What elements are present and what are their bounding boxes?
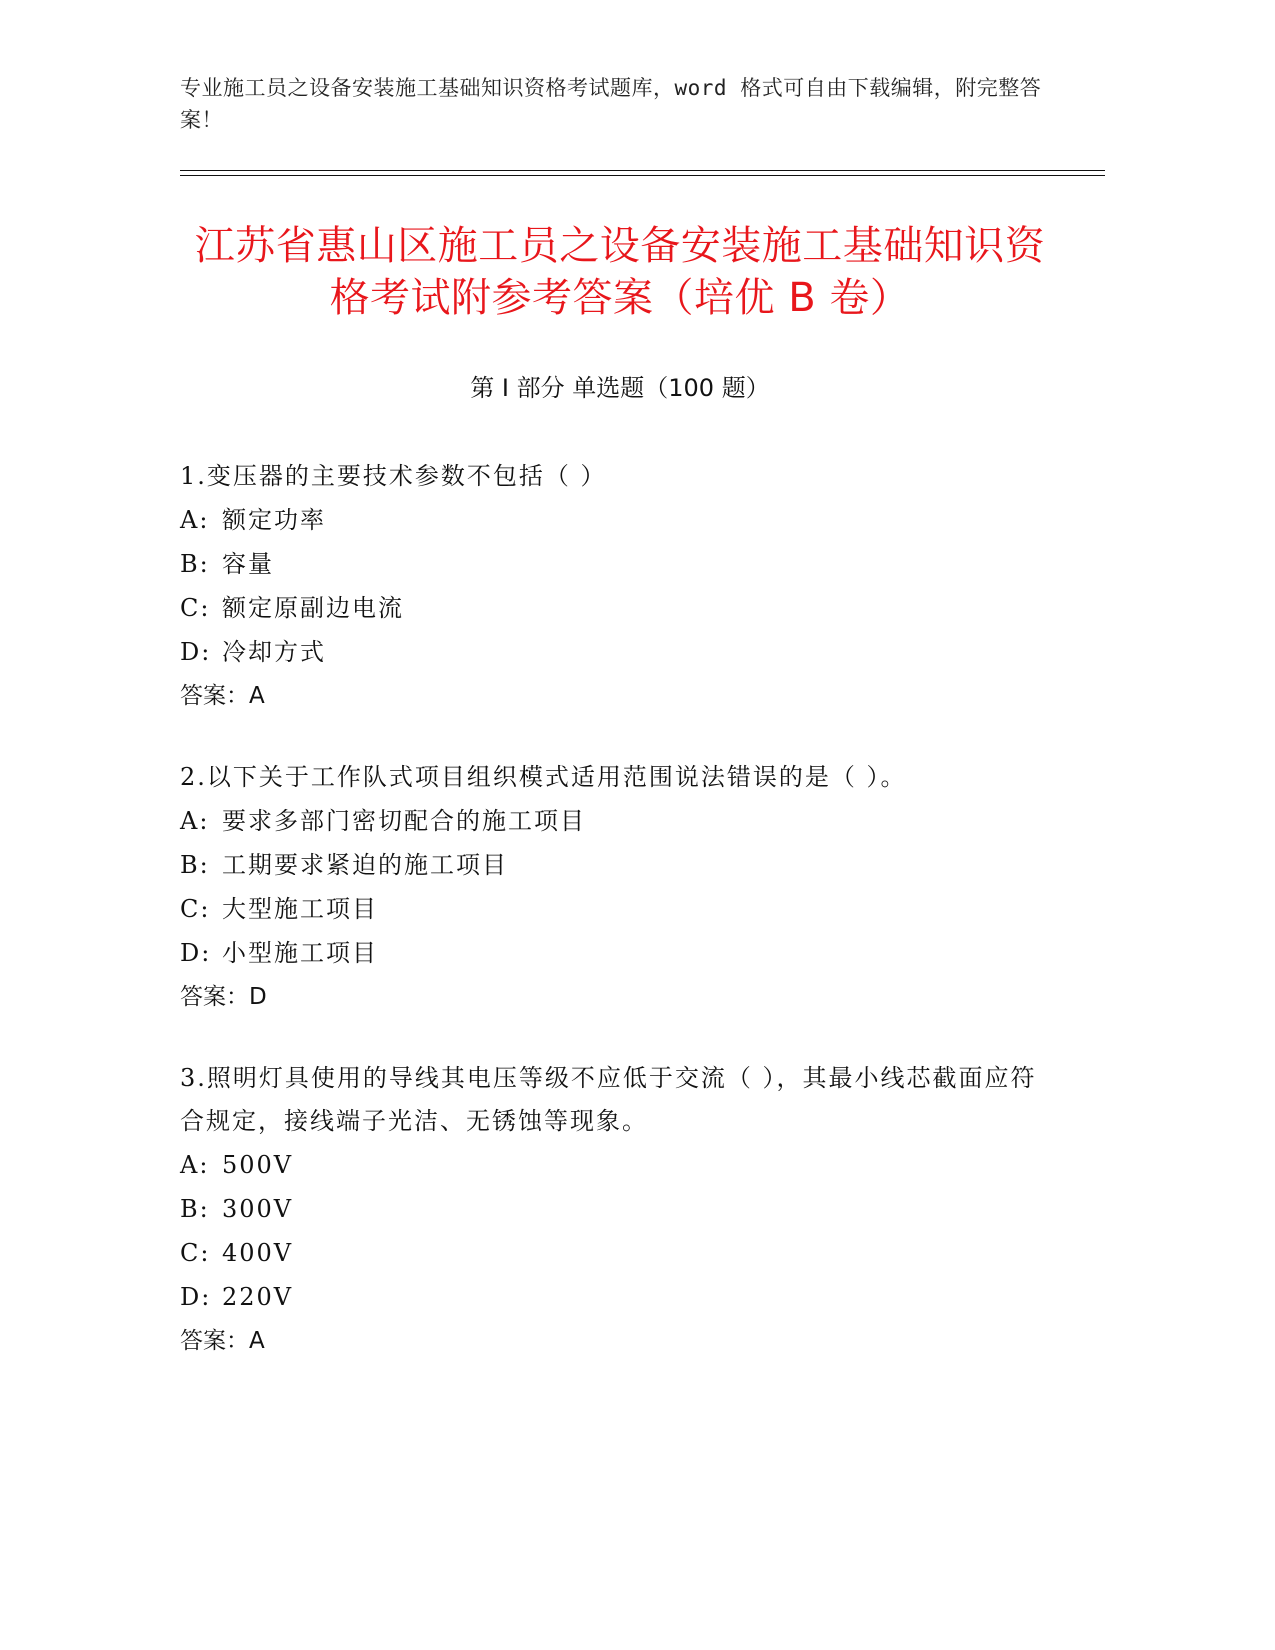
option-b (180, 843, 1060, 887)
question-stem: 3.照明灯具使用的导线其电压等级不应低于交流（ ），其最小线芯截面应符合规定，接线端子光洁、无锈蚀等现象。 (180, 1064, 1037, 1135)
option-c (180, 1231, 1060, 1275)
option-text: 220V (222, 1283, 294, 1311)
option-key: A: (180, 807, 210, 835)
option-text: 容量 (222, 550, 274, 578)
option-d (180, 630, 1060, 674)
document-title: 江苏省惠山区施工员之设备安装施工基础知识资格考试附参考答案（培优 B 卷） (194, 223, 1046, 321)
option-key: C: (180, 594, 211, 622)
option-key: B: (180, 550, 210, 578)
answer: 答案：A (180, 683, 265, 709)
option-key: A: (180, 506, 210, 534)
header-rule-top (180, 170, 1105, 171)
question-2 (180, 756, 1060, 1019)
option-key: D: (180, 939, 212, 967)
option-key: B: (180, 851, 210, 879)
option-a (180, 1143, 1060, 1187)
question-stem: 1.变压器的主要技术参数不包括（ ） (180, 462, 607, 490)
option-text: 小型施工项目 (222, 939, 378, 967)
answer: 答案：D (180, 984, 267, 1010)
option-text: 300V (222, 1195, 294, 1223)
option-key: C: (180, 1239, 211, 1267)
option-a (180, 799, 1060, 843)
option-key: B: (180, 1195, 210, 1223)
answer: 答案：A (180, 1328, 265, 1354)
question-3 (180, 1057, 1060, 1363)
option-b (180, 1187, 1060, 1231)
option-c (180, 586, 1060, 630)
header-rule-bottom (180, 175, 1105, 176)
option-text: 额定功率 (222, 506, 326, 534)
option-key: C: (180, 895, 211, 923)
option-text: 500V (222, 1151, 294, 1179)
option-b (180, 542, 1060, 586)
option-text: 额定原副边电流 (222, 594, 404, 622)
option-text: 冷却方式 (222, 638, 326, 666)
option-key: D: (180, 1283, 212, 1311)
option-d (180, 931, 1060, 975)
section-heading: 第 I 部分 单选题（100 题） (470, 374, 770, 402)
option-text: 工期要求紧迫的施工项目 (222, 851, 508, 879)
option-d (180, 1275, 1060, 1319)
header-note: 专业施工员之设备安装施工基础知识资格考试题库，word 格式可自由下载编辑，附完整答案！ (180, 76, 1042, 132)
option-a (180, 498, 1060, 542)
option-text: 要求多部门密切配合的施工项目 (222, 807, 586, 835)
option-key: A: (180, 1151, 210, 1179)
question-stem: 2.以下关于工作队式项目组织模式适用范围说法错误的是（ ）。 (180, 763, 907, 791)
option-c (180, 887, 1060, 931)
option-text: 大型施工项目 (222, 895, 378, 923)
option-text: 400V (222, 1239, 294, 1267)
question-1 (180, 455, 1060, 718)
question-list (180, 455, 1060, 1401)
option-key: D: (180, 638, 212, 666)
